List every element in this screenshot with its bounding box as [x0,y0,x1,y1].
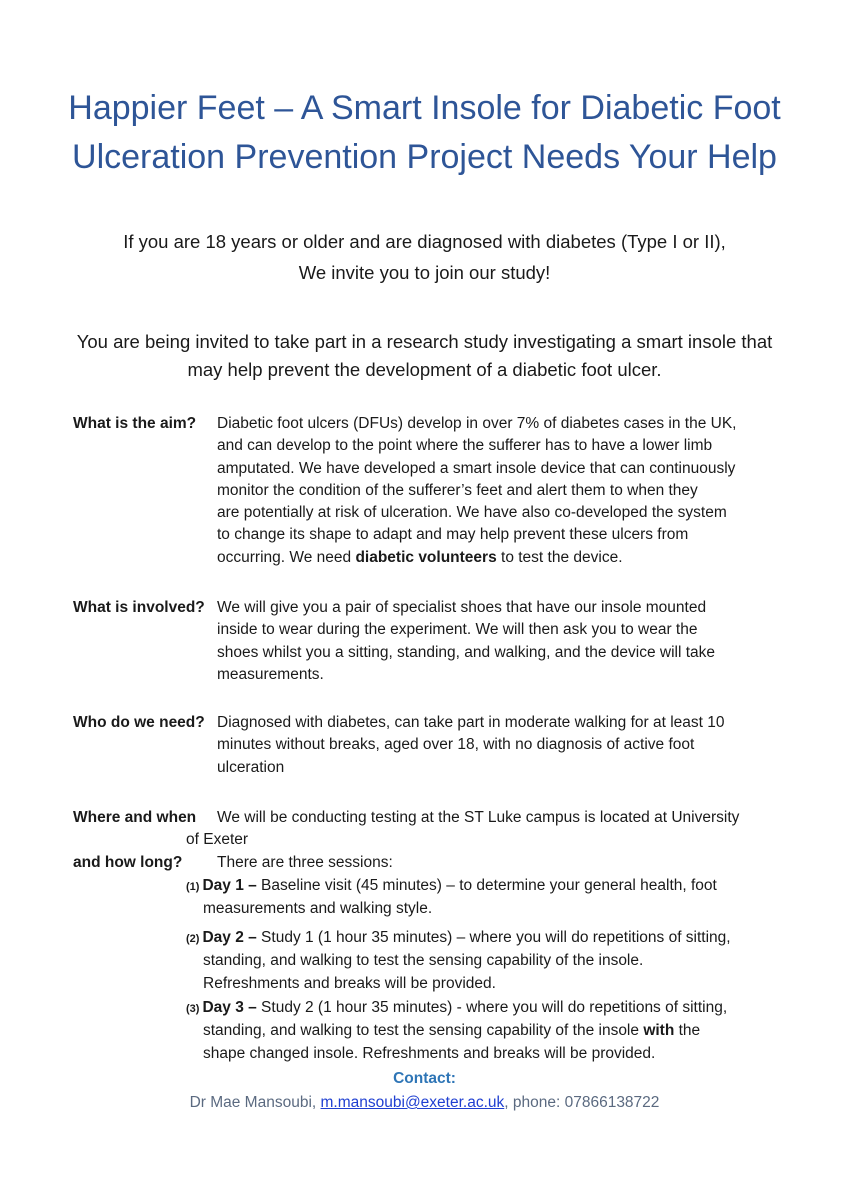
aim-line: are potentially at risk of ulceration. We have also co-developed the system [217,504,727,522]
need-label: Who do we need? [73,714,205,731]
session-line-suffix: the [674,1022,701,1040]
involved-line: measurements. [217,665,324,683]
session-desc: Study 1 (1 hour 35 minutes) – where you will do repetitions of sitting, [256,929,731,946]
session-line: shape changed insole. Refreshments and breaks will be provided. [203,1044,656,1062]
aim-line: Diabetic foot ulcers (DFUs) develop in over 7% of diabetes cases in the UK, [217,415,737,432]
aim-line-last [217,547,787,569]
session-number: (1) [186,881,200,893]
aim-text [217,413,787,569]
session-item [186,997,786,1065]
session-day: Day 1 – [202,877,257,894]
need-line: minutes without breaks, aged over 18, with no diagnosis of active foot [217,736,695,754]
aim-last-suffix: to test the device. [496,548,623,566]
session-day: Day 3 – [202,999,257,1016]
where-line-2: of Exeter [186,831,249,849]
study-intro-line-1: You are being invited to take part in a research study investigating a smart insole that [76,331,773,352]
session-line-prefix: standing, and walking to test the sensing capability of the insole [203,1022,644,1040]
aim-line: amputated. We have developed a smart insole device that can continuously [217,459,736,477]
session-line: standing, and walking to test the sensing capability of the insole. [203,952,644,970]
title-line-1: Happier Feet – A Smart Insole for Diabetic Foot [68,89,781,127]
where-text [186,807,787,874]
study-intro [40,328,809,384]
session-line: measurements and walking style. [203,900,433,918]
session-line [186,927,786,950]
session-number: (2) [186,933,200,945]
eligibility-intro [40,226,809,288]
session-line [186,875,786,898]
contact-name: Dr Mae Mansoubi, [189,1094,321,1111]
where-when-label: Where and when [73,809,197,826]
involved-line: We will give you a pair of specialist shoes that have our insole mounted [217,599,707,616]
need-line: Diagnosed with diabetes, can take part in moderate walking for at least 10 [217,714,725,731]
contact-phone: , phone: 07866138722 [504,1094,660,1111]
page-title [40,84,809,182]
involved-line: shoes whilst you a sitting, standing, and walking, and the device will take [217,643,716,661]
eligibility-line: If you are 18 years or older and are diagnosed with diabetes (Type I or II), [123,231,726,252]
need-text [217,712,787,779]
session-day: Day 2 – [202,929,257,946]
study-intro-line-2: may help prevent the development of a diabetic foot ulcer. [187,359,662,380]
session-line [186,997,786,1020]
how-long-label: and how long? [73,854,183,871]
session-line: Refreshments and breaks will be provided. [203,974,496,992]
aim-line: and can develop to the point where the sufferer has to have a lower limb [217,437,713,455]
invite-line: We invite you to join our study! [298,262,551,283]
session-item [186,875,786,921]
where-line-1: We will be conducting testing at the ST Luke campus is located at University [217,809,740,826]
aim-label: What is the aim? [73,415,197,432]
involved-line: inside to wear during the experiment. We will then ask you to wear the [217,621,698,639]
title-line-2: Ulceration Prevention Project Needs Your Help [72,138,777,176]
need-line: ulceration [217,758,285,776]
session-number: (3) [186,1003,200,1015]
with-emphasis: with [643,1022,675,1040]
aim-line: monitor the condition of the sufferer’s feet and alert them to when they [217,481,698,499]
aim-last-prefix: occurring. We need [217,548,356,566]
sessions-intro: There are three sessions: [217,853,393,871]
session-line [186,1020,786,1042]
contact-label: Contact: [393,1070,456,1087]
session-item [186,927,786,995]
involved-text [217,597,787,686]
contact-email-link[interactable]: m.mansoubi@exeter.ac.uk [320,1094,505,1111]
diabetic-volunteers-emphasis: diabetic volunteers [355,548,497,566]
contact-info [0,1092,849,1114]
aim-line: to change its shape to adapt and may help prevent these ulcers from [217,526,689,544]
session-desc: Study 2 (1 hour 35 minutes) - where you will do repetitions of sitting, [256,999,728,1016]
session-desc: Baseline visit (45 minutes) – to determine your general health, foot [256,877,717,894]
involved-label: What is involved? [73,599,205,616]
